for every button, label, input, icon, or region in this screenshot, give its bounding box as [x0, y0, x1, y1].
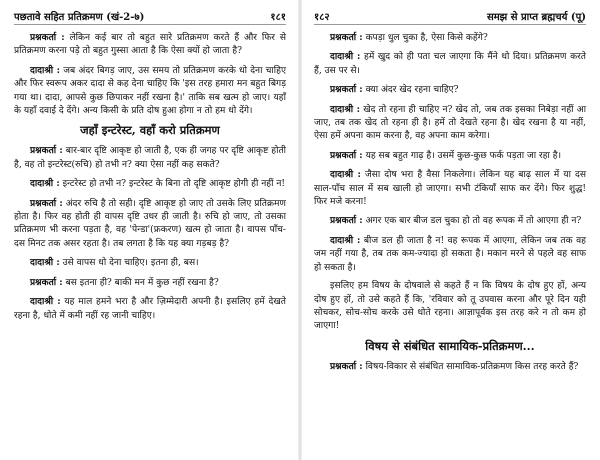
paragraph — [14, 144, 286, 172]
speaker-label: प्रश्नकर्ता : — [330, 360, 363, 372]
right-header-title: समझ से प्राप्त ब्रह्मचर्य (पू) — [486, 12, 586, 23]
paragraph — [14, 256, 286, 270]
speaker-label: दादाश्री : — [30, 64, 61, 76]
paragraph — [314, 103, 586, 144]
paragraph-text: बीज डल ही जाता है न! वह रूपक में आएगा, लेकिन जब तक वह जम नहीं गया है, तब तक कम-ज्यादा हो सकता है। मकान मरने से पहले वह साफ हो सकता है। — [314, 235, 586, 273]
paragraph-text: कपड़ा धुल चुका है, ऐसा किसे कहेंगे? — [365, 33, 488, 43]
right-page-header — [314, 8, 586, 25]
paragraph-text: बार-बार दृष्टि आकृष्ट हो जाती है, एक ही जगह पर दृष्टि आकृष्ट होती है, वह तो इन्टरेस्ट(रुचि) हो तभी न? क्या ऐसा नहीं कह सकते? — [14, 146, 286, 170]
paragraph — [314, 214, 586, 228]
paragraph-text: बस इतना ही? बाकी मन में कुछ नहीं रखना है? — [65, 277, 219, 288]
paragraph — [314, 168, 586, 209]
speaker-label: दादाश्री : — [330, 103, 360, 115]
speaker-label: प्रश्नकर्ता : — [30, 32, 65, 43]
speaker-label: प्रश्नकर्ता : — [330, 32, 363, 43]
speaker-label: दादाश्री : — [30, 296, 61, 308]
speaker-label: दादाश्री : — [330, 234, 361, 246]
right-page-number: १८२ — [314, 12, 330, 23]
paragraph-text: यह माल हमने भरा है और ज़िम्मेदारी अपनी है। इसलिए हमें देखते रहना है, धोते में कमी नहीं रह जानी चाहिए। — [14, 297, 286, 321]
right-page — [304, 0, 600, 460]
paragraph-text: जब अंदर बिगड़ जाए, उस समय तो प्रतिक्रमण करके धो देना चाहिए और फिर स्वरूप अकर दादा से कह देना चाहिए कि 'इस तरह हमारा मन बहुत बिगड़ गया था। दादा, आपसे कुछ छिपाकर नहीं रखना है।' ताकि सब खत्म हो जाए। यहाँ के यहाँ दवाई दे देंगे। अन्य किसी के प्रति दोष हुआ होगा न तो हम धो देंगे। — [14, 65, 286, 117]
paragraph-text: खेद तो रहना ही चाहिए न? खेद तो, जब तक इसका निबेड़ा नहीं आ जाए, तब तक खेद तो रहना ही है। हमें तो देखते रहना है। खेद रखना है या नहीं, ऐसा हमें अपना काम करना है, वह अपना काम करेगा। — [314, 104, 586, 142]
left-page-number: १८१ — [270, 12, 286, 23]
paragraph-text: हमें खुद को ही पता चल जाएगा कि मैंने धो दिया। प्रतिक्रमण करते हैं, उस पर से। — [314, 52, 586, 76]
left-page-header — [14, 8, 286, 25]
speaker-label: प्रश्नकर्ता : — [330, 149, 363, 161]
paragraph — [14, 31, 286, 59]
paragraph-text: जैसा दोष भरा है वैसा निकलेगा। लेकिन यह बाढ़ साल में या दस साल-पाँच साल में सब खाली हो जाएगा। सभी टंकियाँ साफ कर देंगे। फिर शुद्ध! फिर मजे करना! — [314, 170, 586, 208]
speaker-label: प्रश्नकर्ता : — [330, 84, 363, 96]
paragraph — [314, 149, 586, 163]
paragraph-text: इसलिए हम विषय के दोषवाले से कहते हैं न कि विषय के दोष हुए हों, अन्य दोष हुए हों, तो उसे कहते हैं कि, 'रविवार को तू उपवास करना और पूरे दिन यही सोचकर, सोच-सोच करके उसे धोते रहना। आज्ञापूर्वक इस तरह करे न तो कम हो जाएगा! — [314, 281, 586, 332]
paragraph-text: अंदर रुचि है तो सही। दृष्टि आकृष्ट हो जाए तो उसके लिए प्रतिक्रमण होता है। फिर वह होती ही वापस दृष्टि उधर ही जाती है। रुचि हो जाए, तो उसका प्रतिक्रमण भी करना पड़ता है, वह 'पेन्डा'(फ्रकरण) खत्म हो जाता है। वापस पाँच-दस मिनट तक असर रहता है। तब लगता है कि यह क्या गड़बड़ है? — [14, 198, 286, 249]
section-heading: विषय से संबंधित सामायिक-प्रतिक्रमण... — [365, 338, 535, 353]
speaker-label: प्रश्नकर्ता : — [30, 145, 63, 157]
left-page — [0, 0, 296, 460]
paragraph — [14, 64, 286, 119]
speaker-label: प्रश्नकर्ता : — [30, 276, 63, 288]
paragraph-text: लेकिन कई बार तो बहुत सारे प्रतिक्रमण करते हैं और फिर से प्रतिक्रमण करना पड़े तो बहुत गुस्सा आता है कि ऐसा क्यों हो जाता है? — [14, 33, 286, 57]
speaker-label: प्रश्नकर्ता : — [330, 215, 363, 227]
paragraph — [314, 83, 586, 97]
paragraph — [314, 31, 586, 45]
speaker-label: दादाश्री : — [30, 178, 60, 190]
paragraph — [14, 295, 286, 323]
paragraph — [314, 234, 586, 275]
paragraph — [14, 177, 286, 191]
paragraph-text: क्या अंदर खेद रहना चाहिए? — [365, 85, 459, 96]
left-header-title: पछतावे सहित प्रतिक्रमण (खं-2-७) — [14, 12, 145, 23]
paragraph — [314, 280, 586, 334]
speaker-label: दादाश्री : — [330, 51, 361, 63]
speaker-label: दादाश्री : — [330, 169, 361, 181]
paragraph-text: यह सब बहुत गाढ़ है। उसमें कुछ-कुछ फर्क पड़ता जा रहा है। — [365, 150, 562, 161]
paragraph — [14, 276, 286, 290]
paragraph-text: इन्टरेस्ट हो तभी न? इन्टरेस्ट के बिना तो दृष्टि आकृष्ट होगी ही नहीं न! — [62, 179, 286, 190]
paragraph — [14, 197, 286, 252]
paragraph — [314, 50, 586, 78]
section-heading: जहाँ इन्टरेस्ट, वहाँ करो प्रतिक्रमण — [80, 123, 220, 138]
book-gutter — [298, 0, 302, 460]
paragraph-text: विषय-विकार से संबंधित सामायिक-प्रतिक्रमण किस तरह करते हैं? — [365, 361, 579, 372]
paragraph — [314, 360, 586, 374]
paragraph-text: उसे वापस धो देना चाहिए। इतना ही, बस। — [62, 258, 199, 269]
speaker-label: प्रश्नकर्ता : — [30, 197, 63, 209]
speaker-label: दादाश्री : — [30, 257, 60, 269]
paragraph-text: अगर एक बार बीज डल चुका हो तो वह रूपक में तो आएगा ही न? — [365, 216, 582, 227]
